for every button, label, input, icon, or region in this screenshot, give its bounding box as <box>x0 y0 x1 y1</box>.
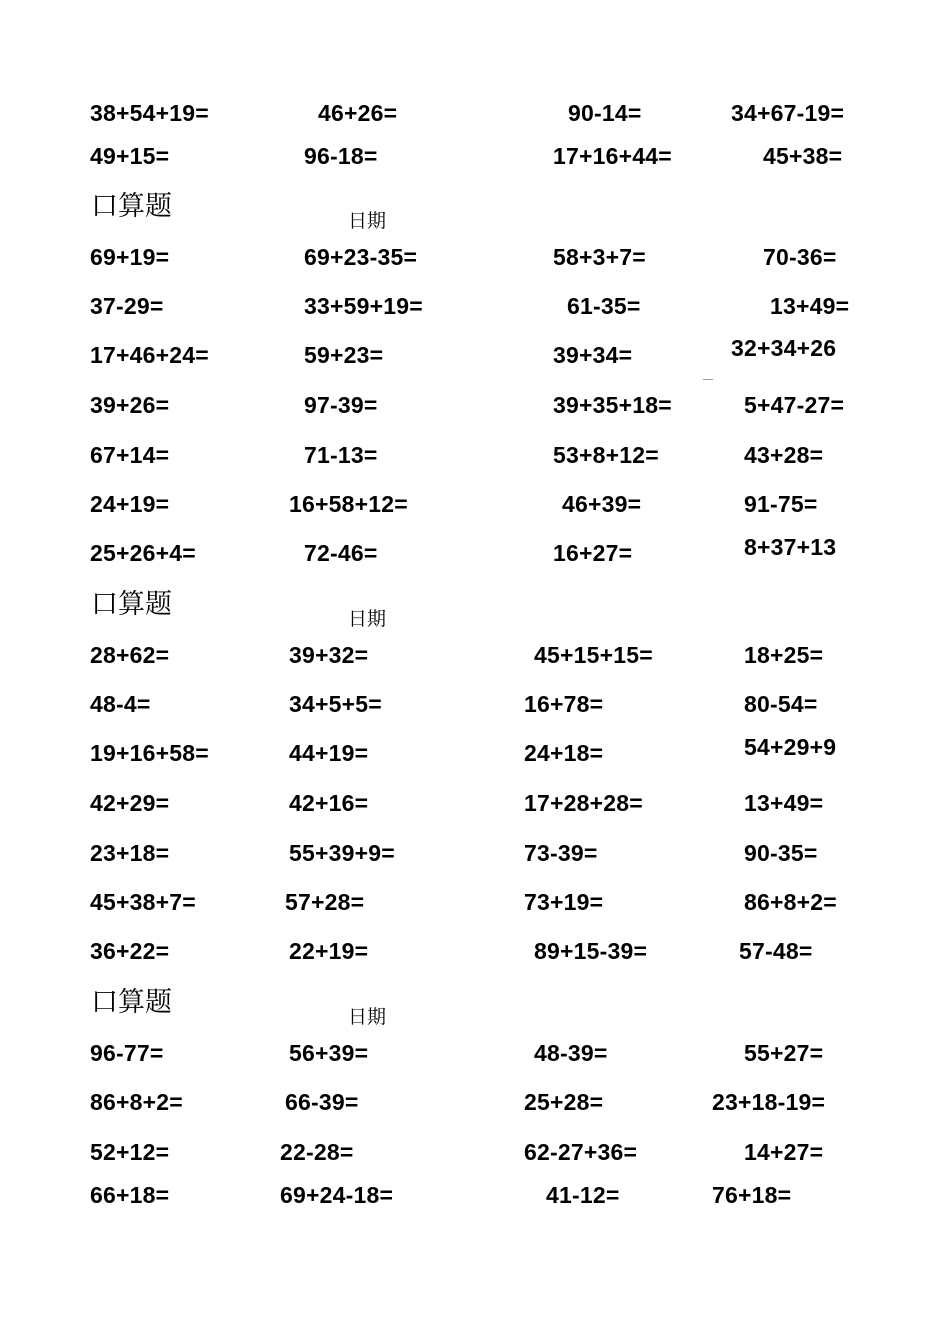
problem: 28+62= <box>90 642 170 668</box>
section-heading: 口算题 <box>91 191 172 222</box>
problem: 14+27= <box>744 1139 824 1165</box>
problem: 17+46+24= <box>90 342 209 368</box>
problem: 42+29= <box>90 790 170 816</box>
problem: 39+35+18= <box>553 392 672 418</box>
problem: 57-48= <box>739 938 813 964</box>
problem: 39+34= <box>553 342 633 368</box>
problem: 58+3+7= <box>553 244 646 270</box>
problem: 66-39= <box>285 1089 359 1115</box>
problem: 86+8+2= <box>90 1089 183 1115</box>
problem: 22+19= <box>289 938 369 964</box>
problem: 38+54+19= <box>90 100 209 126</box>
problem: 61-35= <box>567 293 641 319</box>
problem: 16+27= <box>553 540 633 566</box>
problem: 71-13= <box>304 442 378 468</box>
problem: 89+15-39= <box>534 938 648 964</box>
problem: 41-12= <box>546 1182 620 1208</box>
stray-mark <box>703 379 713 380</box>
problem: 45+38+7= <box>90 889 196 915</box>
problem: 96-77= <box>90 1040 164 1066</box>
problem: 69+23-35= <box>304 244 418 270</box>
problem: 39+32= <box>289 642 369 668</box>
section-heading: 口算题 <box>91 987 172 1018</box>
problem: 62-27+36= <box>524 1139 638 1165</box>
problem: 5+47-27= <box>744 392 845 418</box>
problem: 57+28= <box>285 889 365 915</box>
problem: 69+19= <box>90 244 170 270</box>
problem: 45+15+15= <box>534 642 653 668</box>
problem: 96-18= <box>304 143 378 169</box>
problem: 17+28+28= <box>524 790 643 816</box>
problem: 90-35= <box>744 840 818 866</box>
problem: 46+26= <box>318 100 398 126</box>
problem: 67+14= <box>90 442 170 468</box>
problem: 97-39= <box>304 392 378 418</box>
problem: 23+18-19= <box>712 1089 826 1115</box>
problem: 17+16+44= <box>553 143 672 169</box>
problem: 43+28= <box>744 442 824 468</box>
problem: 8+37+13 <box>744 534 837 560</box>
problem: 34+5+5= <box>289 691 382 717</box>
problem: 37-29= <box>90 293 164 319</box>
problem: 80-54= <box>744 691 818 717</box>
date-label: 日期 <box>348 608 387 630</box>
problem: 32+34+26 <box>731 335 837 361</box>
problem: 16+78= <box>524 691 604 717</box>
problem: 39+26= <box>90 392 170 418</box>
problem: 54+29+9 <box>744 734 837 760</box>
problem: 70-36= <box>763 244 837 270</box>
problem: 13+49= <box>770 293 850 319</box>
problem: 24+18= <box>524 740 604 766</box>
problem: 36+22= <box>90 938 170 964</box>
date-label: 日期 <box>348 210 387 232</box>
problem: 25+28= <box>524 1089 604 1115</box>
problem: 76+18= <box>712 1182 792 1208</box>
problem: 73-39= <box>524 840 598 866</box>
problem: 46+39= <box>562 491 642 517</box>
problem: 91-75= <box>744 491 818 517</box>
problem: 56+39= <box>289 1040 369 1066</box>
problem: 72-46= <box>304 540 378 566</box>
problem: 18+25= <box>744 642 824 668</box>
problem: 49+15= <box>90 143 170 169</box>
problem: 45+38= <box>763 143 843 169</box>
problem: 16+58+12= <box>289 491 408 517</box>
problem: 34+67-19= <box>731 100 845 126</box>
problem: 55+39+9= <box>289 840 395 866</box>
problem: 42+16= <box>289 790 369 816</box>
problem: 53+8+12= <box>553 442 659 468</box>
problem: 52+12= <box>90 1139 170 1165</box>
problem: 48-4= <box>90 691 151 717</box>
problem: 48-39= <box>534 1040 608 1066</box>
problem: 33+59+19= <box>304 293 423 319</box>
problem: 59+23= <box>304 342 384 368</box>
problem: 90-14= <box>568 100 642 126</box>
section-heading: 口算题 <box>91 589 172 620</box>
problem: 55+27= <box>744 1040 824 1066</box>
problem: 23+18= <box>90 840 170 866</box>
problem: 22-28= <box>280 1139 354 1165</box>
problem: 73+19= <box>524 889 604 915</box>
problem: 69+24-18= <box>280 1182 394 1208</box>
problem: 25+26+4= <box>90 540 196 566</box>
problem: 86+8+2= <box>744 889 837 915</box>
date-label: 日期 <box>348 1006 387 1028</box>
problem: 44+19= <box>289 740 369 766</box>
problem: 13+49= <box>744 790 824 816</box>
problem: 24+19= <box>90 491 170 517</box>
problem: 66+18= <box>90 1182 170 1208</box>
problem: 19+16+58= <box>90 740 209 766</box>
